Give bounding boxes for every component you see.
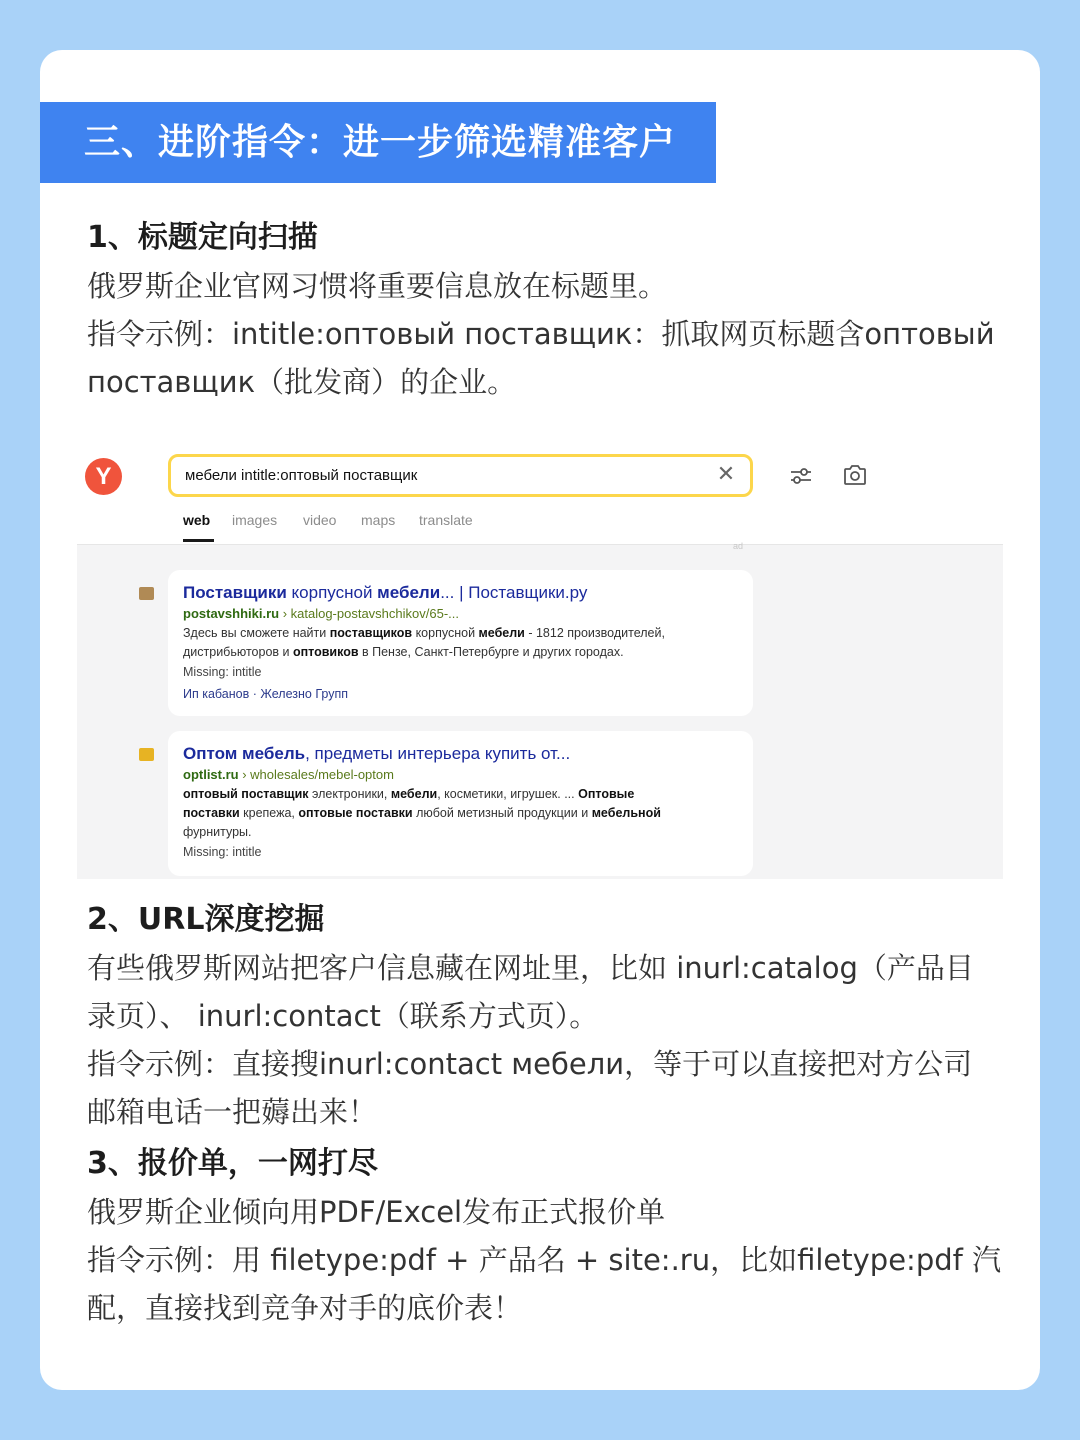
- section-2-line-3: 指令示例：直接搜inurl:contact мебели，等于可以直接把对方公司: [87, 1047, 973, 1081]
- result-url[interactable]: optlist.ru › wholesales/mebel-optom: [183, 767, 394, 782]
- section-1-line-1: 俄罗斯企业官网习惯将重要信息放在标题里。: [87, 269, 668, 303]
- result-url[interactable]: postavshhiki.ru › katalog-postavshchikov/65-...: [183, 606, 459, 621]
- section-2-line-4: 邮箱电话一把薅出来！: [87, 1095, 378, 1129]
- package-icon: [139, 748, 154, 761]
- tab-web[interactable]: web: [183, 512, 211, 528]
- section-3-line-3: 配，直接找到竞争对手的底价表！: [87, 1291, 523, 1325]
- package-icon: [139, 587, 154, 600]
- search-query: мебели intitle:оптовый поставщик: [185, 467, 418, 484]
- result-title[interactable]: Поставщики корпусной мебели... | Поставщики.ру: [183, 583, 588, 602]
- result-missing: Missing: intitle: [183, 665, 262, 679]
- section-2-heading: 2、URL深度挖掘: [87, 902, 325, 937]
- logo-icon[interactable]: Y: [85, 458, 122, 495]
- section-banner: 三、进阶指令：进一步筛选精准客户: [40, 102, 716, 183]
- result-snippet-line: поставки крепежа, оптовые поставки любой метизный продукции и мебельной: [183, 806, 661, 820]
- sitelink[interactable]: Ип кабанов: [183, 687, 250, 701]
- section-2-line-2: 录页）、 inurl:contact（联系方式页）。: [87, 999, 599, 1033]
- section-1-line-3: поставщик（批发商）的企业。: [87, 365, 517, 399]
- camera-icon[interactable]: [842, 463, 868, 489]
- section-3-heading: 3、报价单，一网打尽: [87, 1146, 378, 1181]
- search-input[interactable]: [168, 454, 753, 497]
- search-header: [77, 449, 1003, 551]
- search-result: [168, 570, 753, 716]
- section-3-line-1: 俄罗斯企业倾向用PDF/Excel发布正式报价单: [87, 1195, 666, 1229]
- result-snippet-line: дистрибьюторов и оптовиков в Пензе, Санкт-Петербурге и других городах.: [183, 645, 624, 659]
- result-snippet-line: оптовый поставщик электроники, мебели, косметики, игрушек. ... Оптовые: [183, 787, 635, 801]
- close-icon[interactable]: ✕: [716, 461, 736, 486]
- filter-icon[interactable]: [788, 463, 814, 489]
- sitelink[interactable]: Железно Групп: [260, 687, 348, 701]
- result-snippet-line: фурнитуры.: [183, 825, 252, 839]
- active-tab-indicator: [183, 539, 214, 542]
- section-3: [87, 1140, 1017, 1332]
- tab-video[interactable]: video: [303, 512, 337, 528]
- section-1-heading: 1、标题定向扫描: [87, 220, 318, 255]
- section-2-line-1: 有些俄罗斯网站把客户信息藏在网址里，比如 inurl:catalog（产品目: [87, 951, 974, 985]
- ad-label: ad: [733, 541, 744, 551]
- result-snippet-line: Здесь вы сможете найти поставщиков корпусной мебели - 1812 производителей,: [183, 626, 665, 640]
- tab-translate[interactable]: translate: [419, 512, 473, 528]
- section-2: [87, 896, 1017, 1136]
- section-1-line-2: 指令示例：intitle:оптовый поставщик：抓取网页标题含оптовый: [87, 317, 995, 351]
- result-sitelinks: Ип кабанов · Железно Групп: [183, 687, 348, 701]
- search-result: [168, 731, 753, 876]
- search-screenshot: [77, 449, 1003, 879]
- section-1: [87, 214, 1017, 406]
- section-3-line-2: 指令示例：用 filetype:pdf + 产品名 + site:.ru，比如filetype:pdf 汽: [87, 1243, 1002, 1277]
- result-title[interactable]: Оптом мебель, предметы интерьера купить от...: [183, 744, 571, 763]
- result-missing: Missing: intitle: [183, 845, 262, 859]
- tab-maps[interactable]: maps: [361, 512, 396, 528]
- tab-images[interactable]: images: [232, 512, 278, 528]
